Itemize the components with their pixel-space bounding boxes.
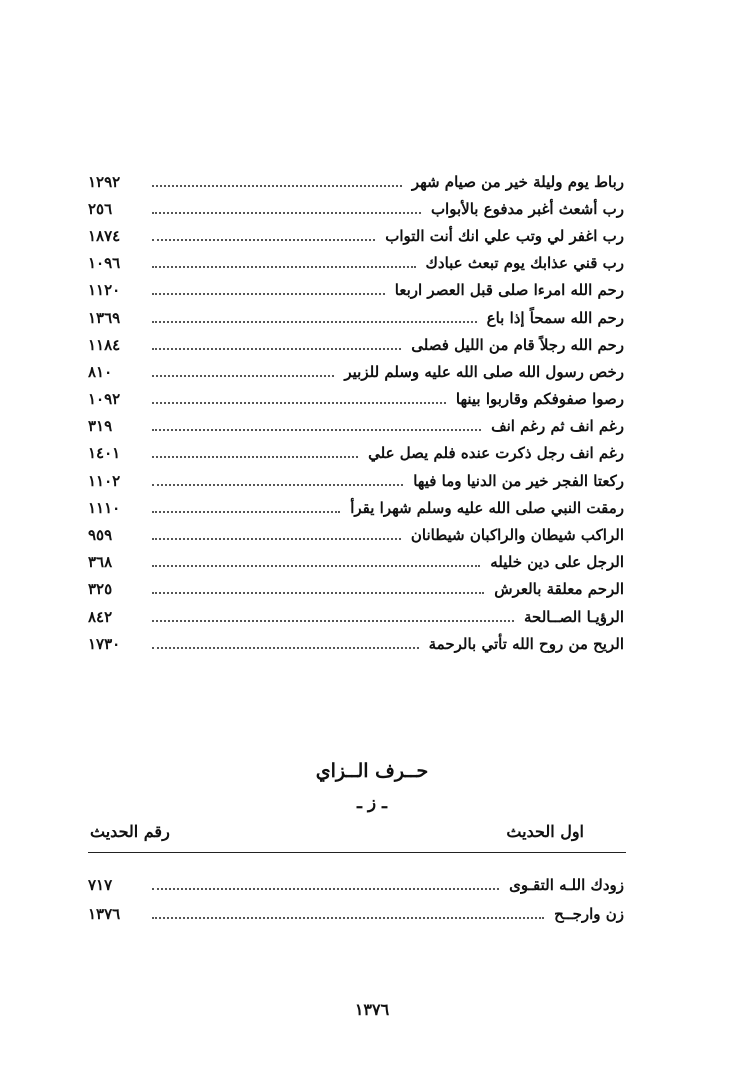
index-entry	[88, 358, 624, 385]
hadith-number: ١٨٧٤	[88, 226, 121, 245]
hadith-opening: رباط يوم وليلة خير من صيام شهر	[411, 172, 624, 191]
dot-leader	[152, 620, 514, 622]
section-letter: ـ ز ـ	[356, 793, 387, 813]
hadith-number: ٨١٠	[88, 362, 113, 381]
dot-leader	[152, 592, 484, 594]
index-entry	[88, 250, 624, 277]
index-entry	[88, 168, 624, 195]
index-entry	[88, 331, 624, 358]
index-entry	[88, 386, 624, 413]
hadith-opening: الرجل على دين خليله	[490, 553, 624, 572]
index-entry	[88, 277, 624, 304]
hadith-number: ٣٢٥	[88, 580, 113, 599]
dot-leader	[152, 375, 334, 377]
page-number: ١٣٧٦	[354, 1000, 390, 1019]
hadith-index-list-zay	[88, 870, 624, 928]
hadith-opening: الريح من روح الله تأتي بالرحمة	[428, 634, 624, 653]
dot-leader	[152, 293, 385, 295]
index-entry	[88, 467, 624, 494]
hadith-opening: رحم الله امرءا صلى قبل العصر اربعا	[394, 281, 624, 300]
dot-leader	[152, 917, 544, 919]
dot-leader	[152, 538, 401, 540]
index-entry	[88, 576, 624, 603]
hadith-opening: زودك اللـه التقـوى	[509, 875, 624, 894]
index-entry	[88, 304, 624, 331]
hadith-number: ٩٥٩	[88, 526, 113, 545]
hadith-opening: رخص رسول الله صلى الله عليه وسلم للزبير	[344, 362, 624, 381]
dot-leader	[152, 429, 481, 431]
hadith-opening: ركعتا الفجر خير من الدنيا وما فيها	[413, 471, 624, 490]
hadith-number: ١٢٩٢	[88, 172, 121, 191]
dot-leader	[152, 348, 401, 350]
dot-leader	[152, 647, 419, 649]
hadith-number: ٨٤٢	[88, 607, 113, 626]
hadith-opening: رحم الله سمحاً إذا باع	[486, 308, 624, 327]
dot-leader	[152, 565, 480, 567]
hadith-opening: رب قني عذابك يوم تبعث عبادك	[425, 254, 624, 273]
dot-leader	[152, 402, 446, 404]
section-title: حــرف الــزاي	[315, 760, 429, 782]
dot-leader	[152, 239, 375, 241]
dot-leader	[152, 212, 421, 214]
hadith-opening: رحم الله رجلاً قام من الليل فصلى	[411, 335, 624, 354]
column-header-first-words: اول الحديث	[506, 822, 584, 841]
hadith-number: ١١٠٢	[88, 471, 121, 490]
hadith-number: ١١٨٤	[88, 335, 121, 354]
hadith-number: ١٣٧٦	[88, 904, 121, 923]
index-entry	[88, 603, 624, 630]
hadith-number: ١١١٠	[88, 498, 121, 517]
index-entry	[88, 195, 624, 222]
hadith-number: ٧١٧	[88, 875, 113, 894]
hadith-opening: رغم انف رجل ذكرت عنده فلم يصل علي	[368, 444, 624, 463]
column-header-hadith-number: رقم الحديث	[90, 822, 170, 841]
dot-leader	[152, 266, 416, 268]
index-entry	[88, 413, 624, 440]
hadith-number: ٣١٩	[88, 417, 113, 436]
dot-leader	[152, 511, 340, 513]
hadith-opening: الراكب شيطان والراكبان شيطانان	[410, 526, 624, 545]
dot-leader	[152, 321, 477, 323]
index-entry	[88, 630, 624, 657]
hadith-opening: رغم انف ثم رغم انف	[491, 417, 624, 436]
hadith-opening: رمقت النبي صلى الله عليه وسلم شهرا يقرأ	[350, 498, 624, 517]
hadith-index-list-ra	[88, 168, 624, 657]
index-entry	[88, 521, 624, 548]
index-entry	[88, 440, 624, 467]
hadith-opening: الرحم معلقة بالعرش	[494, 580, 624, 599]
hadith-number: ١٠٩٦	[88, 254, 121, 273]
hadith-number: ١٧٣٠	[88, 634, 121, 653]
dot-leader	[152, 888, 499, 890]
hadith-number: ١٣٦٩	[88, 308, 121, 327]
hadith-number: ٢٥٦	[88, 199, 113, 218]
index-entry	[88, 494, 624, 521]
hadith-number: ١٤٠١	[88, 444, 121, 463]
hadith-number: ٣٦٨	[88, 553, 113, 572]
index-entry	[88, 870, 624, 899]
header-divider	[88, 852, 626, 853]
dot-leader	[152, 456, 358, 458]
hadith-opening: زن وارجــح	[554, 904, 624, 923]
index-entry	[88, 899, 624, 928]
index-entry	[88, 222, 624, 249]
index-entry	[88, 549, 624, 576]
hadith-opening: رصوا صفوفكم وقاربوا بينها	[455, 390, 624, 409]
dot-leader	[152, 185, 402, 187]
hadith-opening: رب أشعث أغبر مدفوع بالأبواب	[430, 199, 624, 218]
hadith-number: ١١٢٠	[88, 281, 121, 300]
hadith-number: ١٠٩٢	[88, 390, 121, 409]
hadith-opening: الرؤيـا الصــالحة	[523, 607, 624, 626]
dot-leader	[152, 484, 403, 486]
hadith-opening: رب اغفر لي وتب علي انك أنت التواب	[385, 226, 624, 245]
